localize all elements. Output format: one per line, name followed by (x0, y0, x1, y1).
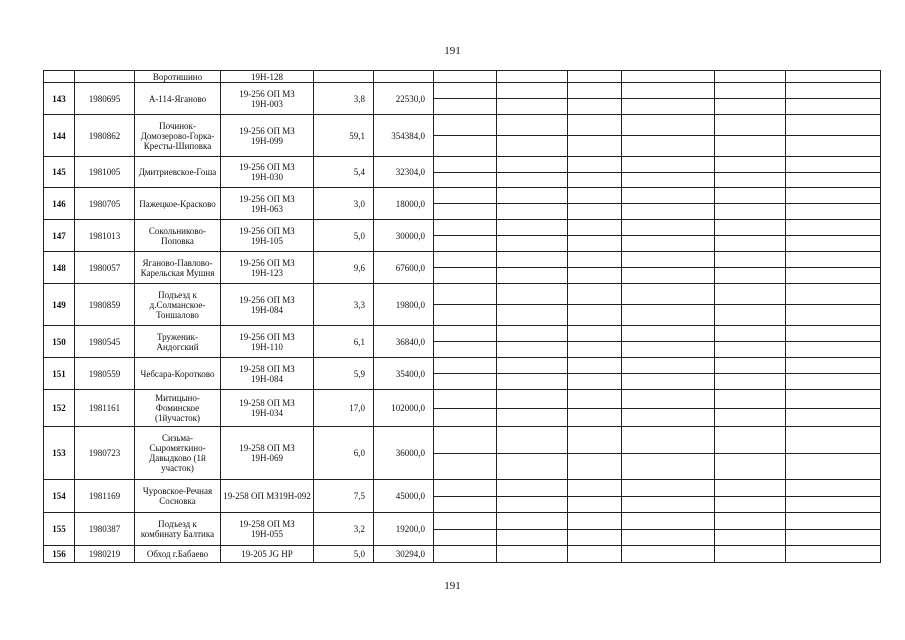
cost-value: 45000,0 (374, 480, 434, 513)
empty-cell (497, 390, 568, 427)
road-name: Подъезд к д.Солманское-Тоншалово (135, 284, 221, 326)
road-name: Труженик-Андогский (135, 326, 221, 358)
cell-divider (622, 304, 714, 305)
empty-cell (786, 252, 881, 284)
empty-cell (568, 284, 622, 326)
empty-cell (568, 358, 622, 390)
road-name: Пажецкое-Красково (135, 188, 221, 220)
road-code: 19-256 ОП МЗ 19Н-110 (221, 326, 314, 358)
empty-cell (497, 115, 568, 157)
cell-divider (786, 496, 880, 497)
empty-cell (622, 546, 715, 563)
cell-divider (497, 98, 567, 99)
empty-cell (622, 115, 715, 157)
cell-divider (786, 235, 880, 236)
empty-cell (568, 115, 622, 157)
road-id: 1980695 (75, 83, 135, 115)
row-number: 146 (44, 188, 75, 220)
table-row (44, 188, 881, 220)
cell-divider (622, 408, 714, 409)
road-name: Сокольниково-Поповка (135, 220, 221, 252)
row-number: 152 (44, 390, 75, 427)
table-row (44, 220, 881, 252)
cell-divider (434, 235, 496, 236)
empty-cell (622, 157, 715, 188)
cell-divider (622, 373, 714, 374)
cell-divider (786, 203, 880, 204)
empty-cell (434, 188, 497, 220)
road-id: 1981005 (75, 157, 135, 188)
road-code: 19-256 ОП МЗ 19Н-105 (221, 220, 314, 252)
road-id: 1981169 (75, 480, 135, 513)
empty-cell (786, 390, 881, 427)
empty-cell (786, 513, 881, 546)
empty-cell (786, 220, 881, 252)
empty-cell (715, 188, 786, 220)
cell-divider (715, 453, 785, 454)
empty-cell (434, 115, 497, 157)
cell-divider (715, 135, 785, 136)
empty-cell (715, 157, 786, 188)
empty-cell (622, 252, 715, 284)
empty-cell (497, 220, 568, 252)
cost-value: 30294,0 (374, 546, 434, 563)
cell-divider (568, 408, 621, 409)
row-number: 151 (44, 358, 75, 390)
empty-cell (786, 546, 881, 563)
row-number: 149 (44, 284, 75, 326)
road-id: 1980705 (75, 188, 135, 220)
cost-value: 32304,0 (374, 157, 434, 188)
empty-cell (715, 252, 786, 284)
empty-cell (622, 480, 715, 513)
row-number: 155 (44, 513, 75, 546)
cost-value: 30000,0 (374, 220, 434, 252)
road-code: 19-258 ОП МЗ 19Н-069 (221, 427, 314, 480)
empty-cell (434, 157, 497, 188)
road-code: 19-256 ОП МЗ 19Н-063 (221, 188, 314, 220)
cell-divider (715, 529, 785, 530)
length-value: 5,4 (314, 157, 374, 188)
cell-divider (715, 341, 785, 342)
empty-cell (786, 284, 881, 326)
empty-cell (622, 220, 715, 252)
row-number: 145 (44, 157, 75, 188)
cell-divider (715, 496, 785, 497)
road-id: 1980057 (75, 252, 135, 284)
empty-cell (497, 546, 568, 563)
cell-divider (434, 529, 496, 530)
empty-cell (434, 390, 497, 427)
cell-divider (622, 203, 714, 204)
empty-cell (622, 358, 715, 390)
road-name: Чебсара-Коротково (135, 358, 221, 390)
empty-cell (568, 480, 622, 513)
cell-divider (434, 135, 496, 136)
empty-cell (568, 252, 622, 284)
cell-divider (497, 267, 567, 268)
road-name: Починок-Домозерово-Горка-Кресты-Шиповка (135, 115, 221, 157)
cell-divider (497, 341, 567, 342)
cell-divider (434, 203, 496, 204)
length-value: 59,1 (314, 115, 374, 157)
empty-cell (622, 83, 715, 115)
cost-value: 36840,0 (374, 326, 434, 358)
table-row (44, 71, 881, 83)
road-id: 1980219 (75, 546, 135, 563)
table-row (44, 157, 881, 188)
length-value: 17,0 (314, 390, 374, 427)
row-number: 150 (44, 326, 75, 358)
cell-divider (568, 453, 621, 454)
empty-cell (434, 284, 497, 326)
cell-divider (786, 529, 880, 530)
cell-divider (434, 341, 496, 342)
empty-cell (568, 326, 622, 358)
row-number: 153 (44, 427, 75, 480)
road-name: Подъезд к комбинату Балтика (135, 513, 221, 546)
empty-cell (434, 83, 497, 115)
cell-divider (568, 203, 621, 204)
table-row (44, 427, 881, 480)
cell-divider (497, 172, 567, 173)
cell-divider (568, 373, 621, 374)
road-code: 19-258 ОП МЗ 19Н-034 (221, 390, 314, 427)
cell-divider (434, 267, 496, 268)
road-name: Яганово-Павлово-Карельская Мушня (135, 252, 221, 284)
cell-divider (497, 135, 567, 136)
empty-cell (497, 157, 568, 188)
empty-cell (715, 358, 786, 390)
length-value: 6,0 (314, 427, 374, 480)
cell-divider (786, 453, 880, 454)
cell-divider (434, 304, 496, 305)
empty-cell (434, 326, 497, 358)
table-row (44, 390, 881, 427)
road-code: 19-258 ОП МЗ 19Н-055 (221, 513, 314, 546)
road-code: 19-256 ОП МЗ 19Н-099 (221, 115, 314, 157)
row-number: 143 (44, 83, 75, 115)
road-id: 1980723 (75, 427, 135, 480)
row-number: 144 (44, 115, 75, 157)
cell-divider (622, 529, 714, 530)
empty-cell (434, 358, 497, 390)
cost-value: 19800,0 (374, 284, 434, 326)
empty-cell (786, 157, 881, 188)
road-code: 19-205 JG НР (221, 546, 314, 563)
cell-divider (715, 235, 785, 236)
cost-value: 36000,0 (374, 427, 434, 480)
empty-cell (434, 220, 497, 252)
cell-divider (622, 341, 714, 342)
cell-divider (715, 98, 785, 99)
cell-divider (568, 496, 621, 497)
cell-divider (715, 373, 785, 374)
road-code: 19Н-128 (221, 71, 314, 83)
empty-cell (715, 546, 786, 563)
cost-value: 102000,0 (374, 390, 434, 427)
cost-value: 354384,0 (374, 115, 434, 157)
empty-cell (715, 427, 786, 480)
empty-cell (715, 326, 786, 358)
road-id: 1980859 (75, 284, 135, 326)
length-value: 5,0 (314, 546, 374, 563)
table-row (44, 480, 881, 513)
cell-divider (786, 98, 880, 99)
page-number-top: 191 (444, 45, 461, 57)
empty-cell (497, 358, 568, 390)
empty-cell (568, 157, 622, 188)
cost-value: 22530,0 (374, 83, 434, 115)
empty-cell (434, 513, 497, 546)
cell-divider (497, 203, 567, 204)
empty-cell (786, 480, 881, 513)
cell-divider (622, 135, 714, 136)
table-row (44, 326, 881, 358)
empty-cell (497, 427, 568, 480)
empty-cell (622, 427, 715, 480)
road-code: 19-258 ОП МЗ19Н-092 (221, 480, 314, 513)
empty-cell (568, 220, 622, 252)
length-value: 5,0 (314, 220, 374, 252)
cell-divider (434, 408, 496, 409)
cell-divider (497, 496, 567, 497)
row-number: 156 (44, 546, 75, 563)
cell-divider (568, 98, 621, 99)
cell-divider (568, 267, 621, 268)
empty-cell (497, 513, 568, 546)
road-code: 19-258 ОП МЗ 19Н-084 (221, 358, 314, 390)
cell-divider (497, 235, 567, 236)
empty-cell (715, 480, 786, 513)
table-row (44, 358, 881, 390)
cell-divider (715, 408, 785, 409)
empty-cell (622, 326, 715, 358)
empty-cell (568, 427, 622, 480)
cell-divider (786, 267, 880, 268)
road-code: 19-256 ОП МЗ 19Н-084 (221, 284, 314, 326)
cell-divider (715, 304, 785, 305)
empty-cell (786, 326, 881, 358)
empty-cell (568, 546, 622, 563)
road-id: 1980387 (75, 513, 135, 546)
cell-divider (786, 304, 880, 305)
length-value: 9,6 (314, 252, 374, 284)
empty-cell (497, 188, 568, 220)
cell-divider (434, 373, 496, 374)
cell-divider (786, 135, 880, 136)
cell-divider (434, 496, 496, 497)
row-number: 148 (44, 252, 75, 284)
empty-cell (622, 188, 715, 220)
road-id: 1980559 (75, 358, 135, 390)
empty-cell (497, 326, 568, 358)
cell-divider (786, 172, 880, 173)
cell-divider (497, 453, 567, 454)
empty-cell (786, 188, 881, 220)
cell-divider (568, 304, 621, 305)
cost-value: 18000,0 (374, 188, 434, 220)
cell-divider (434, 98, 496, 99)
road-code: 19-256 ОП МЗ 19Н-030 (221, 157, 314, 188)
empty-cell (434, 427, 497, 480)
road-code: 19-256 ОП МЗ 19Н-123 (221, 252, 314, 284)
cell-divider (715, 267, 785, 268)
empty-cell (786, 115, 881, 157)
empty-cell (434, 480, 497, 513)
empty-cell (622, 513, 715, 546)
cell-divider (715, 203, 785, 204)
empty-cell (497, 284, 568, 326)
cell-divider (497, 408, 567, 409)
road-name: А-114-Яганово (135, 83, 221, 115)
empty-cell (715, 390, 786, 427)
empty-cell (715, 115, 786, 157)
cell-divider (622, 496, 714, 497)
cell-divider (568, 135, 621, 136)
cell-divider (497, 529, 567, 530)
road-id: 1980862 (75, 115, 135, 157)
empty-cell (497, 83, 568, 115)
empty-cell (786, 427, 881, 480)
empty-cell (715, 284, 786, 326)
cell-divider (786, 373, 880, 374)
cell-divider (622, 235, 714, 236)
road-name: Воротишино (135, 71, 221, 83)
empty-cell (622, 284, 715, 326)
empty-cell (715, 220, 786, 252)
road-id: 1981161 (75, 390, 135, 427)
length-value: 3,2 (314, 513, 374, 546)
cell-divider (622, 98, 714, 99)
road-table (43, 70, 881, 563)
cell-divider (434, 453, 496, 454)
row-number: 154 (44, 480, 75, 513)
length-value: 3,3 (314, 284, 374, 326)
page-number-bottom: 191 (444, 580, 461, 592)
table-row (44, 83, 881, 115)
empty-cell (568, 390, 622, 427)
cell-divider (434, 172, 496, 173)
empty-cell (786, 83, 881, 115)
road-name: Обход г.Бабаево (135, 546, 221, 563)
length-value: 3,0 (314, 188, 374, 220)
length-value: 7,5 (314, 480, 374, 513)
cell-divider (568, 341, 621, 342)
cell-divider (715, 172, 785, 173)
cell-divider (497, 304, 567, 305)
length-value: 3,8 (314, 83, 374, 115)
table-row (44, 284, 881, 326)
table-row (44, 513, 881, 546)
empty-cell (568, 83, 622, 115)
cell-divider (497, 373, 567, 374)
empty-cell (786, 358, 881, 390)
cost-value: 35400,0 (374, 358, 434, 390)
cell-divider (568, 172, 621, 173)
cost-value: 67600,0 (374, 252, 434, 284)
row-number: 147 (44, 220, 75, 252)
length-value: 6,1 (314, 326, 374, 358)
empty-cell (434, 546, 497, 563)
road-id: 1981013 (75, 220, 135, 252)
cell-divider (786, 408, 880, 409)
cell-divider (786, 341, 880, 342)
road-name: Чуровское-Речная Сосновка (135, 480, 221, 513)
empty-cell (568, 188, 622, 220)
empty-cell (497, 252, 568, 284)
cell-divider (622, 453, 714, 454)
cost-value: 19200,0 (374, 513, 434, 546)
empty-cell (715, 83, 786, 115)
road-name: Сизьма-Сыромяткино-Давыдково (1й участок) (135, 427, 221, 480)
length-value: 5,9 (314, 358, 374, 390)
table-row (44, 252, 881, 284)
cell-divider (622, 267, 714, 268)
cell-divider (568, 235, 621, 236)
table-row (44, 115, 881, 157)
table-row (44, 546, 881, 563)
road-id: 1980545 (75, 326, 135, 358)
empty-cell (568, 513, 622, 546)
cell-divider (622, 172, 714, 173)
road-name: Митицыно-Фоминское (1йучасток) (135, 390, 221, 427)
empty-cell (622, 390, 715, 427)
road-name: Дмитриевское-Гоша (135, 157, 221, 188)
empty-cell (434, 252, 497, 284)
empty-cell (715, 513, 786, 546)
cell-divider (568, 529, 621, 530)
empty-cell (497, 480, 568, 513)
road-code: 19-256 ОП МЗ 19Н-003 (221, 83, 314, 115)
